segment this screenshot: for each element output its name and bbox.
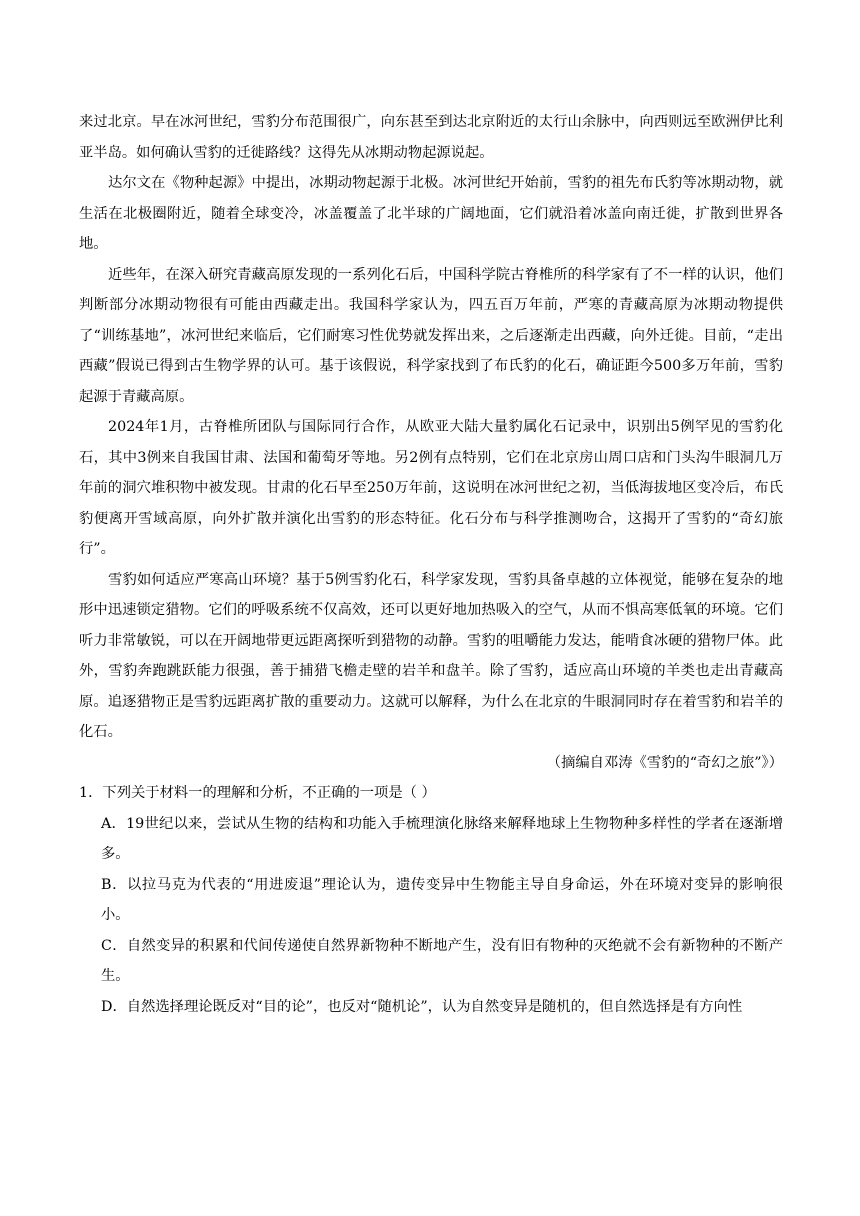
question-option-d — [79, 992, 783, 1023]
option-label: D． — [101, 998, 127, 1015]
article-paragraph: 雪豹如何适应严寒高山环境？基于5例雪豹化石，科学家发现，雪豹具备卓越的立体视觉，能够在复杂的地形中迅速锁定猎物。它们的呼吸系统不仅高效，还可以更好地加热吸入的空气，从而不惧高寒低氧的环境。它们听力非常敏锐，可以在开阔地带更远距离探听到猎物的动静。雪豹的咀嚼能力发达，能啃食冰硬的猎物尸体。此外，雪豹奔跑跳跃能力很强，善于捕猎飞檐走壁的岩羊和盘羊。除了雪豹，适应高山环境的羊类也走出青藏高原。追逐猎物正是雪豹远距离扩散的重要动力。这就可以解释，为什么在北京的牛眼洞同时存在着雪豹和岩羊的化石。 — [79, 571, 783, 740]
question-option-b — [79, 870, 783, 931]
option-text: 自然变异的积累和代间传递使自然界新物种不断地产生，没有旧有物种的灭绝就不会有新物种的不断产生。 — [101, 937, 783, 984]
option-text: 自然选择理论既反对“目的论”，也反对“随机论”，认为自然变异是随机的，但自然选择是有方向性 — [126, 998, 743, 1015]
article-paragraph: 达尔文在《物种起源》中提出，冰期动物起源于北极。冰河世纪开始前，雪豹的祖先布氏豹等冰期动物，就生活在北极圈附近，随着全球变冷，冰盖覆盖了北半球的广阔地面，它们就沿着冰盖向南迁徙，扩散到世界各地。 — [79, 175, 783, 252]
article-paragraph: 来过北京。早在冰河世纪，雪豹分布范围很广，向东甚至到达北京附近的太行山余脉中，向西则远至欧洲伊比利亚半岛。如何确认雪豹的迁徙路线？这得先从冰期动物起源说起。 — [79, 114, 783, 161]
article-paragraph: 近些年，在深入研究青藏高原发现的一系列化石后，中国科学院古脊椎所的科学家有了不一样的认识，他们判断部分冰期动物很有可能由西藏走出。我国科学家认为，四五百万年前，严寒的青藏高原为冰期动物提供了“训练基地”，冰河世纪来临后，它们耐寒习性优势就发挥出来，之后逐渐走出西藏，向外迁徙。目前，“走出西藏”假说已得到古生物学界的认可。基于该假说，科学家找到了布氏豹的化石，确证距今500多万年前，雪豹起源于青藏高原。 — [79, 266, 783, 405]
option-label: B． — [101, 876, 128, 893]
option-text: 19世纪以来，尝试从生物的结构和功能入手梳理演化脉络来解释地球上生物物种多样性的学者在逐渐增多。 — [101, 815, 783, 862]
question-stem: 1．下列关于材料一的理解和分析，不正确的一项是（ ） — [79, 785, 436, 801]
option-text: 以拉马克为代表的“用进废退”理论认为，遗传变异中生物能主导自身命运，外在环境对变异的影响很小。 — [101, 876, 783, 923]
question-option-a — [79, 809, 783, 870]
question-option-c — [79, 931, 783, 992]
document-page — [79, 107, 783, 1022]
option-label: A． — [101, 815, 127, 832]
article-paragraph: 2024年1月，古脊椎所团队与国际同行合作，从欧亚大陆大量豹属化石记录中，识别出5例罕见的雪豹化石，其中3例来自我国甘肃、法国和葡萄牙等地。另2例有点特别，它们在北京房山周口店和门头沟牛眼洞几万年前的洞穴堆积物中被发现。甘肃的化石早至250万年前，这说明在冰河世纪之初，当低海拔地区变冷后，布氏豹便离开雪域高原，向外扩散并演化出雪豹的形态特征。化石分布与科学推测吻合，这揭开了雪豹的“奇幻旅行”。 — [79, 419, 783, 557]
article-source: （摘编自邓涛《雪豹的“奇幻之旅”》） — [546, 754, 783, 771]
option-label: C． — [101, 937, 127, 954]
